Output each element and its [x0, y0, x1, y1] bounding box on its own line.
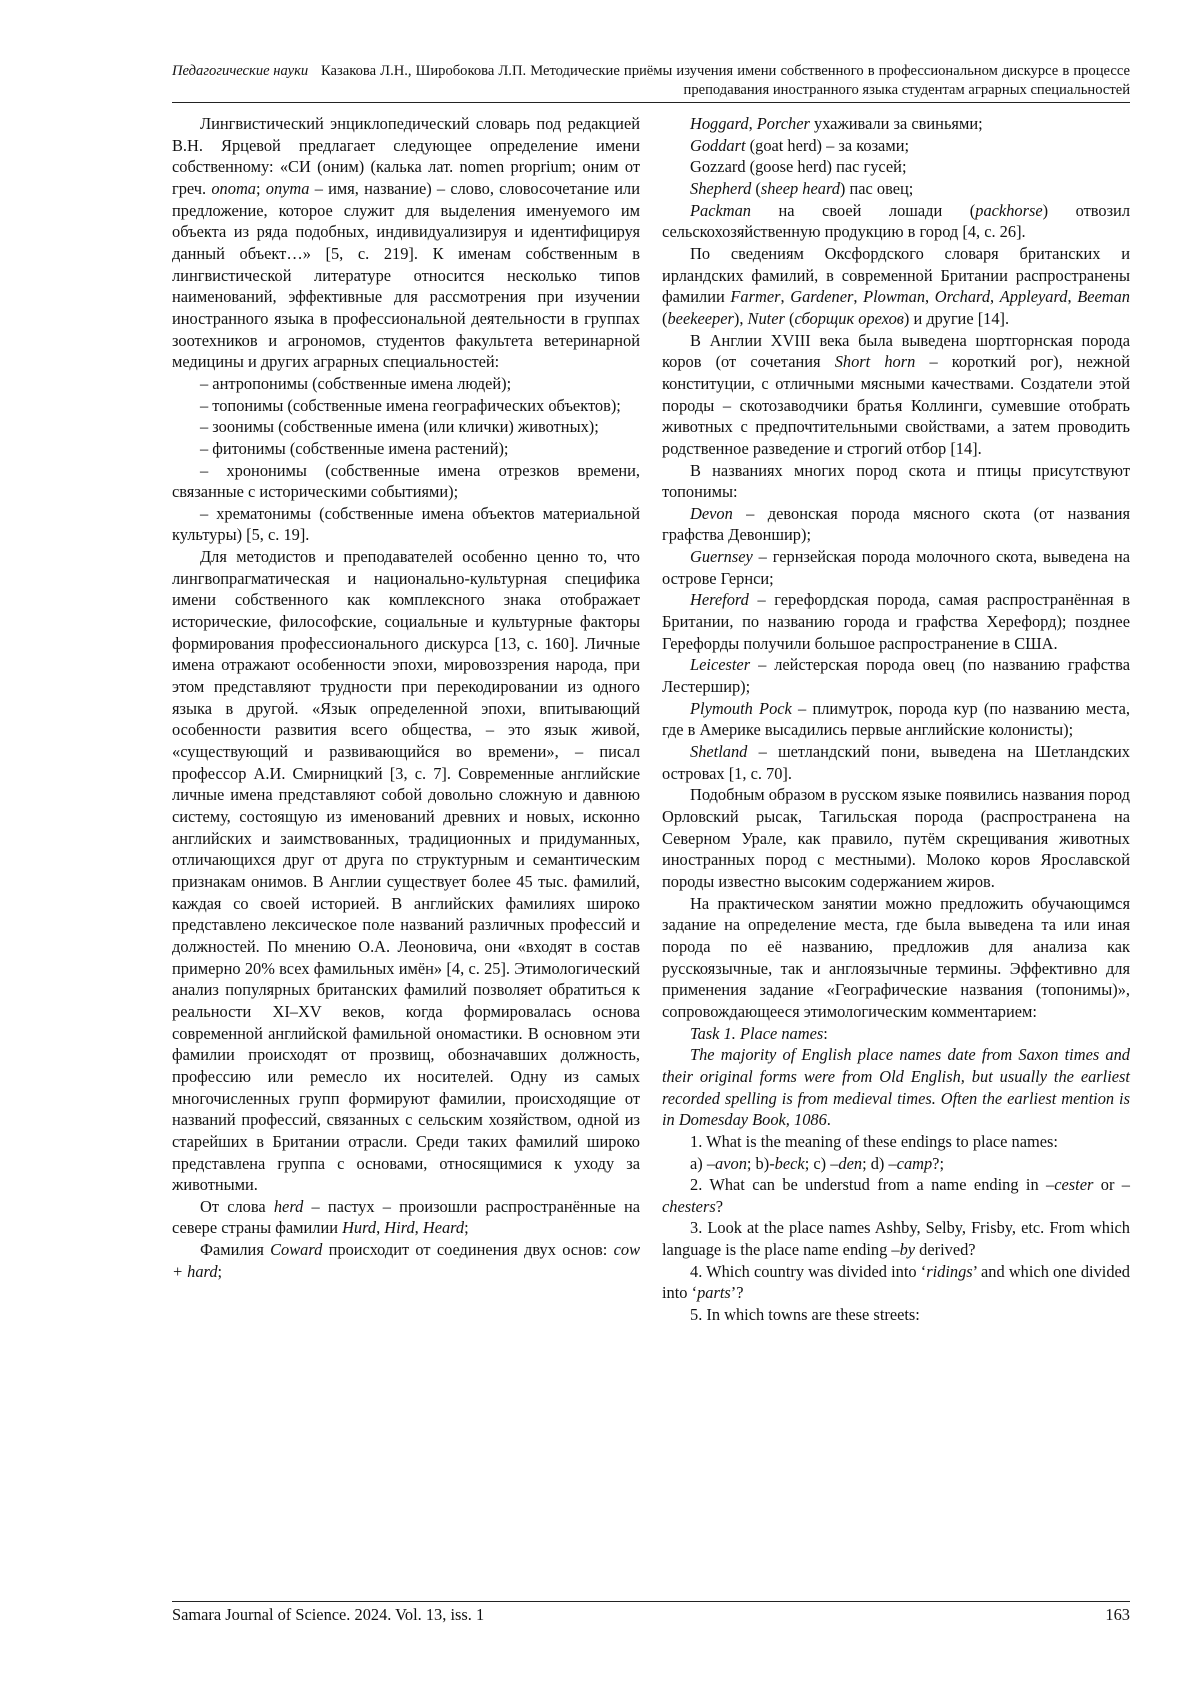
- footer-rule: [172, 1601, 1130, 1602]
- paragraph: Guernsey – гернзейская порода молочного скота, выведена на острове Гернси;: [662, 547, 1130, 588]
- header-section: Педагогические науки: [172, 63, 309, 79]
- paragraph: – топонимы (собственные имена географических объектов);: [200, 395, 621, 415]
- paragraph: a) –avon; b)-beck; c) –den; d) –camp?;: [690, 1153, 945, 1173]
- paragraph: Hoggard, Porcher ухаживали за свиньями;: [690, 114, 983, 133]
- paragraph: В Англии XVIII века была выведена шортгорнская порода коров (от сочетания Short horn – короткий рог), нежной конституции, с отличными мясными качествами. Создатели этой породы – скотозаводчики братья Коллинги, сумевшие отобрать животных с предпочтительными свойствами, а затем проводить родственное разведение и строгий отбор [14].: [662, 330, 1130, 458]
- paragraph: Для методистов и преподавателей особенно ценно то, что лингвопрагматическая и национально-культурная специфика имени собственного как комплексного знака отображает исторические, философские, социальные и культурные факторы формирования профессионального дискурса [13, с. 160]. Личные имена отражают особенности эпохи, мировоззрения народа, при этом представляют трудности при перекодировании из одного языка в другой. «Язык определенной эпохи, впитывающий особенности развития всего общества, – это язык живой, «существующий и развивающийся во времени», – писал профессор А.И. Смирницкий [3, с. 7]. Современные английские личные имена представляют собой довольно сложную и давнюю систему, состоящую из именований древних и новых, исконно английских и заимствованных, традиционных и придуманных, отличающихся друг от друга по структурным и семантическим признакам онимов. В Англии существует более 45 тыс. фамилий, каждая со своей историей. В английских фамилиях широко представлено лексическое поле названий различных профессий и должностей. По мнению О.А. Леоновича, они «входят в состав примерно 20% всех фамильных имён» [4, с. 25]. Этимологический анализ популярных британских фамилий позволяет обратиться к реальности XI–XV веков, когда формировалась основа современной английской фамильной ономастики. В основном эти фамилии происходят от прозвищ, обозначавших должность, профессию или ремесло их носителей. Одну из самых многочисленных групп формируют фамилии, происходящие от названий профессий, связанных с сельским хозяйством, одной из старейших в Британии отрасли. Среди таких фамилий широко представлена группа с основами, относящимися к уходу за животными.: [172, 547, 640, 1195]
- paragraph: Фамилия Coward происходит от соединения двух основ: cow + hard;: [172, 1240, 640, 1281]
- right-column: [662, 113, 1130, 1326]
- paragraph: Devon – девонская порода мясного скота (от названия графства Девоншир);: [662, 503, 1130, 545]
- paragraph: – хрононимы (собственные имена отрезков времени, связанные с историческими событиями);: [172, 460, 640, 502]
- paragraph: Hereford – герефордская порода, самая распространённая в Британии, по названию города и графства Херефорд); позднее Герефорды получили большое распространение в США.: [662, 590, 1130, 653]
- paragraph: Подобным образом в русском языке появились названия пород Орловский рысак, Тагильская порода (распространена на Северном Урале, как правило, путём скрещивания животных иностранных пород с местными). Молоко коров Ярославской породы известно высоким содержанием жиров.: [662, 785, 1130, 891]
- paragraph: – зоонимы (собственные имена (или клички) животных);: [200, 417, 599, 437]
- paragraph: Лингвистический энциклопедический словарь под редакцией В.Н. Ярцевой предлагает следующее определение имени собственному: «СИ (оним) (калька лат. nomen proprium; оним от греч. onoma; onyma – имя, название) – слово, словосочетание или предложение, которое служит для выделения именуемого им объекта из ряда подобных, индивидуализируя и идентифицируя данный объект…» [5, с. 219]. К именам собственным в лингвистической литературе относится несколько типов наименований, эффективные для рассмотрения при изучении иностранного языка в профессиональной деятельности в группах зоотехников и агрономов, студентов факультета ветеринарной медицины и других аграрных специальностей:: [172, 114, 640, 372]
- paragraph: 5. In which towns are these streets:: [690, 1305, 920, 1325]
- header-rule: [172, 102, 1130, 103]
- paragraph: 3. Look at the place names Ashby, Selby, Frisby, etc. From which language is the place name ending –by derived?: [662, 1218, 1130, 1260]
- paragraph: – антропонимы (собственные имена людей);: [200, 373, 512, 393]
- paragraph: Shepherd (sheep heard) пас овец;: [690, 178, 914, 198]
- page-number: 163: [1105, 1605, 1130, 1624]
- paragraph: В названиях многих пород скота и птицы присутствуют топонимы:: [662, 460, 1130, 502]
- left-column: [172, 113, 640, 1282]
- header-article-title: Казакова Л.Н., Широбокова Л.П. Методические приёмы изучения имени собственного в профессиональном дискурсе в процессе преподавания иностранного языка студентам аграрных специальностей: [321, 63, 1130, 98]
- paragraph: Leicester – лейстерская порода овец (по названию графства Лестершир);: [662, 655, 1130, 697]
- paragraph: Gozzard (goose herd) пас гусей;: [690, 157, 907, 177]
- paragraph: Task 1. Place names:: [690, 1023, 828, 1043]
- paragraph: – фитонимы (собственные имена растений);: [200, 438, 509, 458]
- paragraph: Shetland – шетландский пони, выведена на Шетландских островах [1, с. 70].: [662, 742, 1130, 783]
- paragraph: По сведениям Оксфордского словаря британских и ирландских фамилий, в современной Британии распространены фамилии Farmer, Gardener, Plowman, Orchard, Appleyard, Beeman (beekeeper), Nuter (сборщик орехов) и другие [14].: [662, 243, 1130, 328]
- paragraph: 4. Which country was divided into ‘ridings’ and which one divided into ‘parts’?: [662, 1261, 1131, 1303]
- paragraph: Goddart (goat herd) – за козами;: [690, 135, 910, 155]
- paragraph: На практическом занятии можно предложить обучающимся задание на определение места, где была выведена та или иная порода по её названию, предложив для анализа как русскоязычные, так и англоязычные термины. Эффективно для применения задание «Географические названия (топонимы)», сопровождающееся этимологическим комментарием:: [662, 893, 1130, 1021]
- paragraph: The majority of English place names date from Saxon times and their original forms were from Old English, but usually the earliest recorded spelling is from medieval times. Often the earliest mention is in Domesday Book, 1086.: [662, 1045, 1130, 1130]
- paragraph: – хрематонимы (собственные имена объектов материальной культуры) [5, с. 19].: [172, 503, 640, 545]
- footer-journal: Samara Journal of Science. 2024. Vol. 13, iss. 1: [172, 1605, 485, 1624]
- paragraph: Packman на своей лошади (packhorse) отвозил сельскохозяйственную продукцию в город [4, с. 26].: [662, 200, 1130, 242]
- paragraph: 2. What can be understud from a name ending in –cester or –chesters?: [662, 1175, 1130, 1216]
- paragraph: От слова herd – пастух – произошли распространённые на севере страны фамилии Hurd, Hird, Heard;: [172, 1196, 640, 1238]
- paragraph: 1. What is the meaning of these endings to place names:: [690, 1131, 1058, 1151]
- paragraph: Plymouth Pock – плимутрок, порода кур (по названию места, где в Америке высадились первые английские колонисты);: [662, 698, 1130, 740]
